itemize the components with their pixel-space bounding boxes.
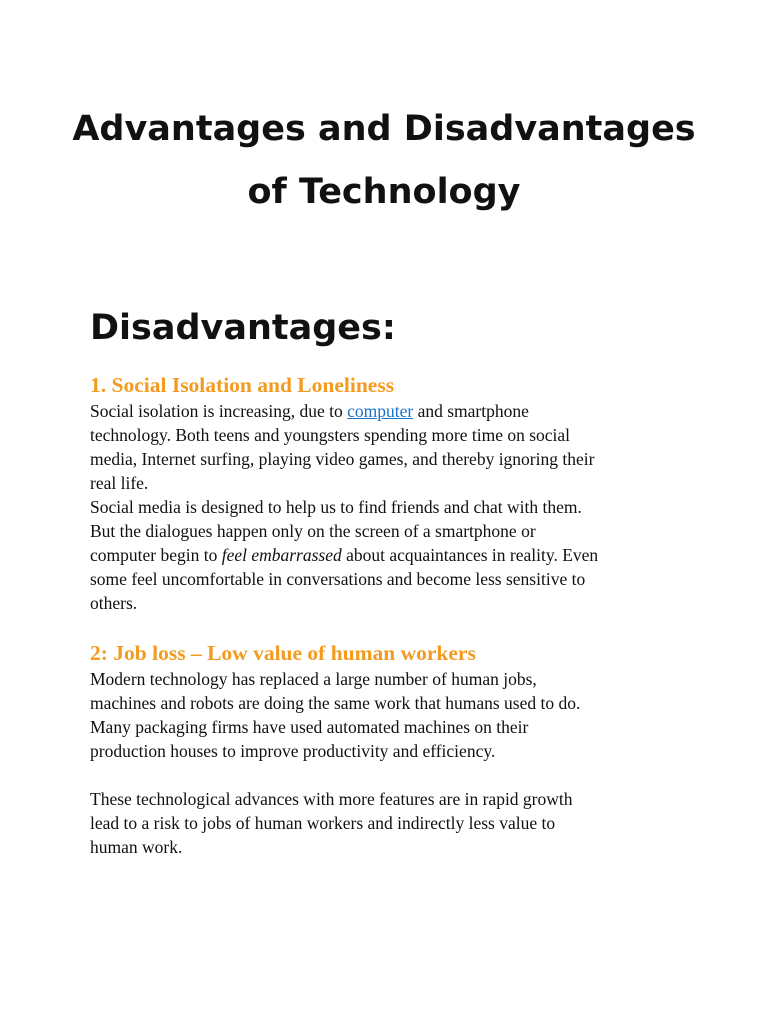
computer-link[interactable]: computer <box>347 401 414 421</box>
item-1-line-2: technology. Both teens and youngsters spending more time on social <box>90 425 571 445</box>
item-1-line-1 <box>90 399 529 423</box>
item-1-line-8: some feel uncomfortable in conversations and become less sensitive to <box>90 569 586 589</box>
item-2-line-1: Modern technology has replaced a large number of human jobs, <box>90 669 537 689</box>
item-1-line-6: But the dialogues happen only on the screen of a smartphone or <box>90 521 536 541</box>
item-1-line-1-pre: Social isolation is increasing, due to <box>90 401 343 421</box>
item-1-line-4: real life. <box>90 473 149 493</box>
item-1-title: Social Isolation and Loneliness <box>111 373 395 397</box>
item-1-line-7-pre: computer begin to <box>90 545 218 565</box>
item-1-line-9: others. <box>90 593 138 613</box>
item-2-line-2: machines and robots are doing the same work that humans used to do. <box>90 693 581 713</box>
item-2-line-7: human work. <box>90 837 183 857</box>
item-1-line-5: Social media is designed to help us to find friends and chat with them. <box>90 497 582 517</box>
document-title-line-2: of Technology <box>247 172 521 212</box>
item-1-heading <box>90 371 394 399</box>
document-title-line-1: Advantages and Disadvantages <box>72 109 696 149</box>
item-1-line-1-post: and smartphone <box>417 401 529 421</box>
item-2-title: Job loss – Low value of human workers <box>113 641 476 665</box>
section-heading-disadvantages: Disadvantages: <box>90 308 396 348</box>
item-2-line-5: These technological advances with more features are in rapid growth <box>90 789 573 809</box>
item-1-line-7-post: about acquaintances in reality. Even <box>346 545 599 565</box>
item-1-line-3: media, Internet surfing, playing video games, and thereby ignoring their <box>90 449 595 469</box>
item-2-line-6: lead to a risk to jobs of human workers and indirectly less value to <box>90 813 556 833</box>
item-1-number: 1. <box>90 373 107 397</box>
item-2-heading <box>90 639 476 667</box>
item-2-line-4: production houses to improve productivity and efficiency. <box>90 741 496 761</box>
item-1-line-7 <box>90 543 598 567</box>
item-2-line-3: Many packaging firms have used automated machines on their <box>90 717 529 737</box>
item-2-number: 2: <box>90 641 108 665</box>
feel-embarrassed-emphasis: feel embarrassed <box>221 545 342 565</box>
